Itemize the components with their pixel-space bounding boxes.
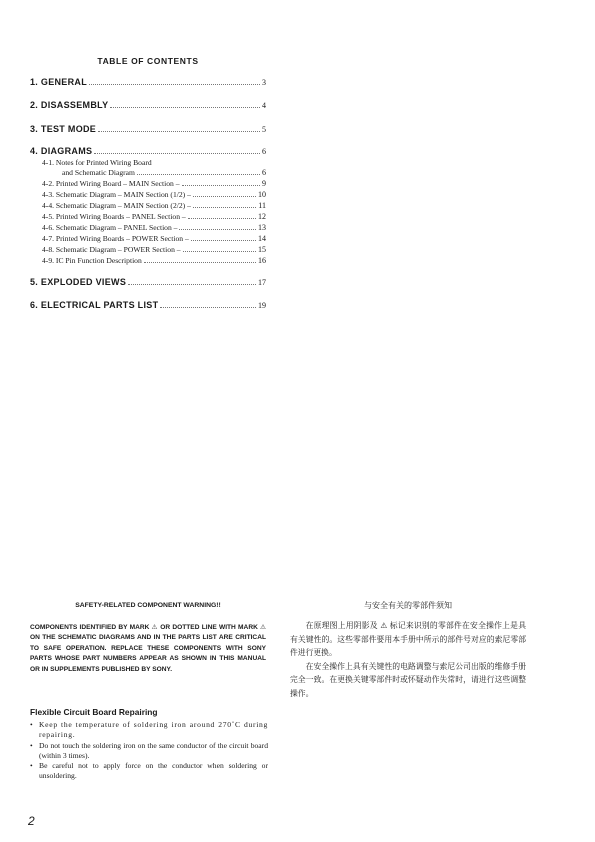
toc-entry-page: 3: [262, 78, 266, 87]
toc-title: TABLE OF CONTENTS: [97, 56, 199, 66]
toc-subentry-label: and Schematic Diagram: [62, 168, 135, 177]
toc-leader-dots: [137, 174, 260, 175]
toc-entry-label: 1. GENERAL: [30, 77, 88, 87]
bullet-icon: •: [30, 720, 34, 729]
toc-entry-page: 6: [262, 147, 266, 156]
toc-subentry-page: 12: [258, 212, 266, 221]
toc-subentry-page: 13: [258, 223, 266, 232]
list-item: [30, 761, 268, 782]
toc-leader-dots: [98, 131, 260, 132]
list-item-text: Keep the temperature of soldering iron around 270˚C during repairing.: [39, 720, 268, 740]
flex-repair-list: [30, 720, 268, 782]
toc-leader-dots: [144, 262, 256, 263]
toc-entry-label: 5. EXPLODED VIEWS: [30, 277, 127, 287]
chinese-safety-body: [290, 619, 526, 700]
toc-subentry-page: 16: [258, 256, 266, 265]
toc-subentry-page: 6: [262, 168, 266, 177]
toc-subentry-4-4[interactable]: [42, 201, 266, 210]
toc-entry-general[interactable]: [30, 77, 266, 87]
list-item: [30, 720, 268, 741]
toc-leader-dots: [179, 229, 256, 230]
toc-entry-diagrams[interactable]: [30, 146, 266, 156]
page-number: 2: [28, 814, 35, 828]
toc-subentry-page: 9: [262, 179, 266, 188]
toc-entry-label: 6. ELECTRICAL PARTS LIST: [30, 300, 159, 310]
toc-entry-page: 17: [258, 278, 266, 287]
safety-warning-title: SAFETY-RELATED COMPONENT WARNING!!: [75, 602, 221, 609]
list-item-text: Do not touch the soldering iron on the same conductor of the circuit board (within 3 times).: [39, 740, 268, 760]
toc-subentry-label: 4-9. IC Pin Function Description: [42, 256, 142, 265]
safety-warning-body: COMPONENTS IDENTIFIED BY MARK ⚠ OR DOTTED LINE WITH MARK ⚠ ON THE SCHEMATIC DIAGRAMS AND IN THE PARTS LIST ARE CRITICAL TO SAFE OPERATION. REPLACE THESE COMPONENTS WITH SONY PARTS WHOSE PART NUMBERS APPEAR AS SHOWN IN THIS MANUAL OR IN SUPPLEMENTS PUBLISHED BY SONY.: [30, 624, 266, 673]
toc-entry-exploded-views[interactable]: [30, 277, 266, 287]
toc-subentry-page: 11: [258, 201, 266, 210]
toc-subentry-page: 14: [258, 234, 266, 243]
toc-subentry-4-7[interactable]: [42, 234, 266, 243]
toc-subentry-4-2[interactable]: [42, 179, 266, 188]
toc-subentry-4-3[interactable]: [42, 190, 266, 199]
toc-subentry-4-1-first-line: 4-1. Notes for Printed Wiring Board: [42, 158, 152, 167]
toc-leader-dots: [191, 240, 256, 241]
toc-subentry-4-9[interactable]: [42, 256, 266, 265]
toc-subentry-label: 4-7. Printed Wiring Boards – POWER Section –: [42, 234, 189, 243]
toc-subentry-label: 4-3. Schematic Diagram – MAIN Section (1/2) –: [42, 190, 191, 199]
toc-leader-dots: [193, 196, 256, 197]
list-item: [30, 741, 268, 762]
toc-subentry-page: 10: [258, 190, 266, 199]
toc-subentry-4-6[interactable]: [42, 223, 266, 232]
toc-entry-page: 5: [262, 125, 266, 134]
toc-entry-disassembly[interactable]: [30, 100, 266, 110]
toc-leader-dots: [110, 107, 260, 108]
toc-leader-dots: [160, 307, 256, 308]
toc-subentry-4-1[interactable]: [62, 168, 266, 177]
toc-subentry-4-8[interactable]: [42, 245, 266, 254]
bullet-icon: •: [30, 761, 33, 771]
toc-entry-page: 4: [262, 101, 266, 110]
chinese-safety-title: 与安全有关的零部件须知: [364, 601, 452, 610]
toc-entry-test-mode[interactable]: [30, 124, 266, 134]
toc-subentry-label: 4-6. Schematic Diagram – PANEL Section –: [42, 223, 178, 232]
toc-subentry-4-5[interactable]: [42, 212, 266, 221]
toc-entry-label: 3. TEST MODE: [30, 124, 97, 134]
toc-leader-dots: [182, 185, 261, 186]
toc-subentry-page: 15: [258, 245, 266, 254]
toc-leader-dots: [193, 207, 256, 208]
toc-leader-dots: [94, 153, 260, 154]
bullet-icon: •: [30, 740, 33, 750]
chinese-safety-paragraph: 在安全操作上具有关键性的电路调整与索尼公司出版的维修手册完全一致。在更换关键零部件时或怀疑动作失常时，请进行这些调整操作。: [290, 661, 526, 698]
toc-leader-dots: [183, 251, 256, 252]
toc-subentry-label: 4-4. Schematic Diagram – MAIN Section (2/2) –: [42, 201, 191, 210]
toc-entry-page: 19: [258, 301, 266, 310]
toc-leader-dots: [128, 284, 256, 285]
toc-entry-label: 4. DIAGRAMS: [30, 146, 93, 156]
toc-subentry-label: 4-5. Printed Wiring Boards – PANEL Section –: [42, 212, 186, 221]
toc-entry-label: 2. DISASSEMBLY: [30, 100, 109, 110]
toc-subentry-label: 4-8. Schematic Diagram – POWER Section –: [42, 245, 181, 254]
toc-leader-dots: [89, 84, 260, 85]
chinese-safety-paragraph: 在原理图上用阴影及 ⚠ 标记来识别的零部件在安全操作上是具有关键性的。这些零部件要用本手册中所示的部件号对应的索尼零部件进行更换。: [290, 621, 526, 657]
toc-leader-dots: [188, 218, 256, 219]
toc-entry-electrical-parts-list[interactable]: [30, 300, 266, 310]
flex-repair-title: Flexible Circuit Board Repairing: [30, 707, 158, 717]
list-item-text: Be careful not to apply force on the conductor when soldering or unsoldering.: [39, 761, 268, 781]
toc-subentry-label: 4-2. Printed Wiring Board – MAIN Section –: [42, 179, 180, 188]
